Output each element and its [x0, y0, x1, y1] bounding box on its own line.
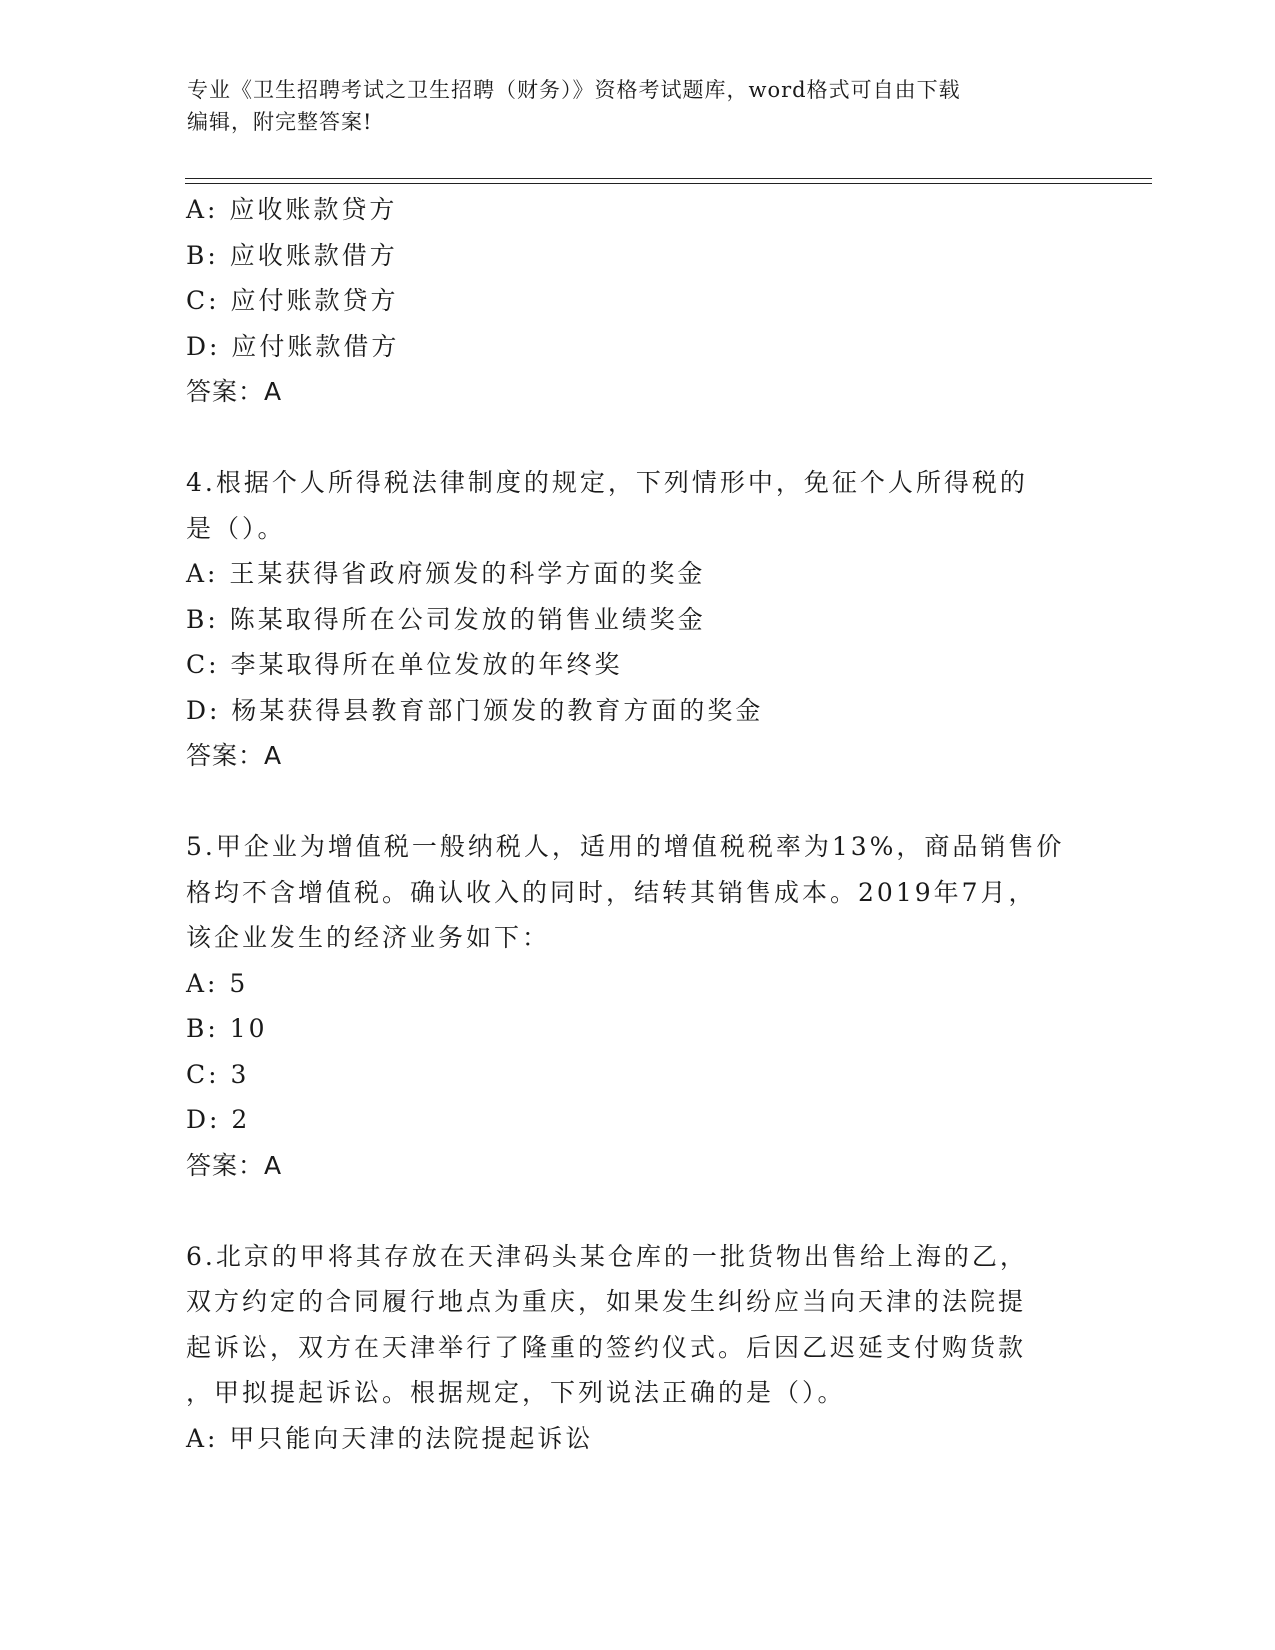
option-c: C: 李某取得所在单位发放的年终奖	[186, 650, 623, 679]
option-d: D: 应付账款借方	[186, 331, 400, 361]
option-b: B: 应收账款借方	[186, 240, 398, 270]
question-6	[186, 1234, 1086, 1462]
question-3	[186, 187, 1086, 415]
header-line-2: 编辑，附完整答案!	[187, 110, 373, 134]
question-text-line: 是（）。	[186, 513, 286, 543]
answer: 答案：A	[186, 377, 283, 406]
spacer	[186, 1188, 1086, 1234]
answer: 答案：A	[186, 1150, 283, 1180]
option-a: A: 5	[186, 968, 249, 998]
option-a: A: 王某获得省政府颁发的科学方面的奖金	[186, 559, 706, 588]
option-a: A: 甲只能向天津的法院提起诉讼	[186, 1423, 594, 1453]
question-text-line: 6.北京的甲将其存放在天津码头某仓库的一批货物出售给上海的乙，	[186, 1241, 1028, 1271]
spacer	[186, 415, 1086, 461]
question-text-line: 双方约定的合同履行地点为重庆，如果发生纠纷应当向天津的法院提	[186, 1287, 1027, 1316]
question-list	[186, 187, 1086, 1461]
option-c: C: 应付账款贷方	[186, 286, 399, 315]
spacer	[186, 779, 1086, 825]
option-b: B: 10	[186, 1014, 268, 1043]
option-d: D: 2	[186, 1105, 251, 1134]
question-4	[186, 460, 1086, 779]
header-line-1: 专业《卫生招聘考试之卫生招聘（财务）》资格考试题库，word格式可自由下载	[187, 78, 961, 102]
question-5	[186, 824, 1086, 1188]
question-text-line: 该企业发生的经济业务如下：	[186, 923, 551, 952]
question-text-line: 格均不含增值税。确认收入的同时，结转其销售成本。2019年7月，	[186, 877, 1037, 907]
question-text-line: 4.根据个人所得税法律制度的规定，下列情形中，免征个人所得税的	[186, 468, 1028, 497]
header-divider-top	[185, 178, 1152, 179]
option-c: C: 3	[186, 1059, 250, 1089]
question-text-line: 5.甲企业为增值税一般纳税人，适用的增值税税率为13%，商品销售价	[186, 832, 1065, 861]
question-text-line: ，甲拟提起诉讼。根据规定，下列说法正确的是（）。	[186, 1378, 846, 1407]
document-header	[187, 74, 1077, 138]
header-divider-bottom	[185, 183, 1152, 184]
question-text-line: 起诉讼，双方在天津举行了隆重的签约仪式。后因乙迟延支付购货款	[186, 1332, 1027, 1362]
option-d: D: 杨某获得县教育部门颁发的教育方面的奖金	[186, 695, 764, 725]
answer: 答案：A	[186, 741, 283, 770]
option-a: A: 应收账款贷方	[186, 195, 398, 224]
option-b: B: 陈某取得所在公司发放的销售业绩奖金	[186, 604, 706, 634]
